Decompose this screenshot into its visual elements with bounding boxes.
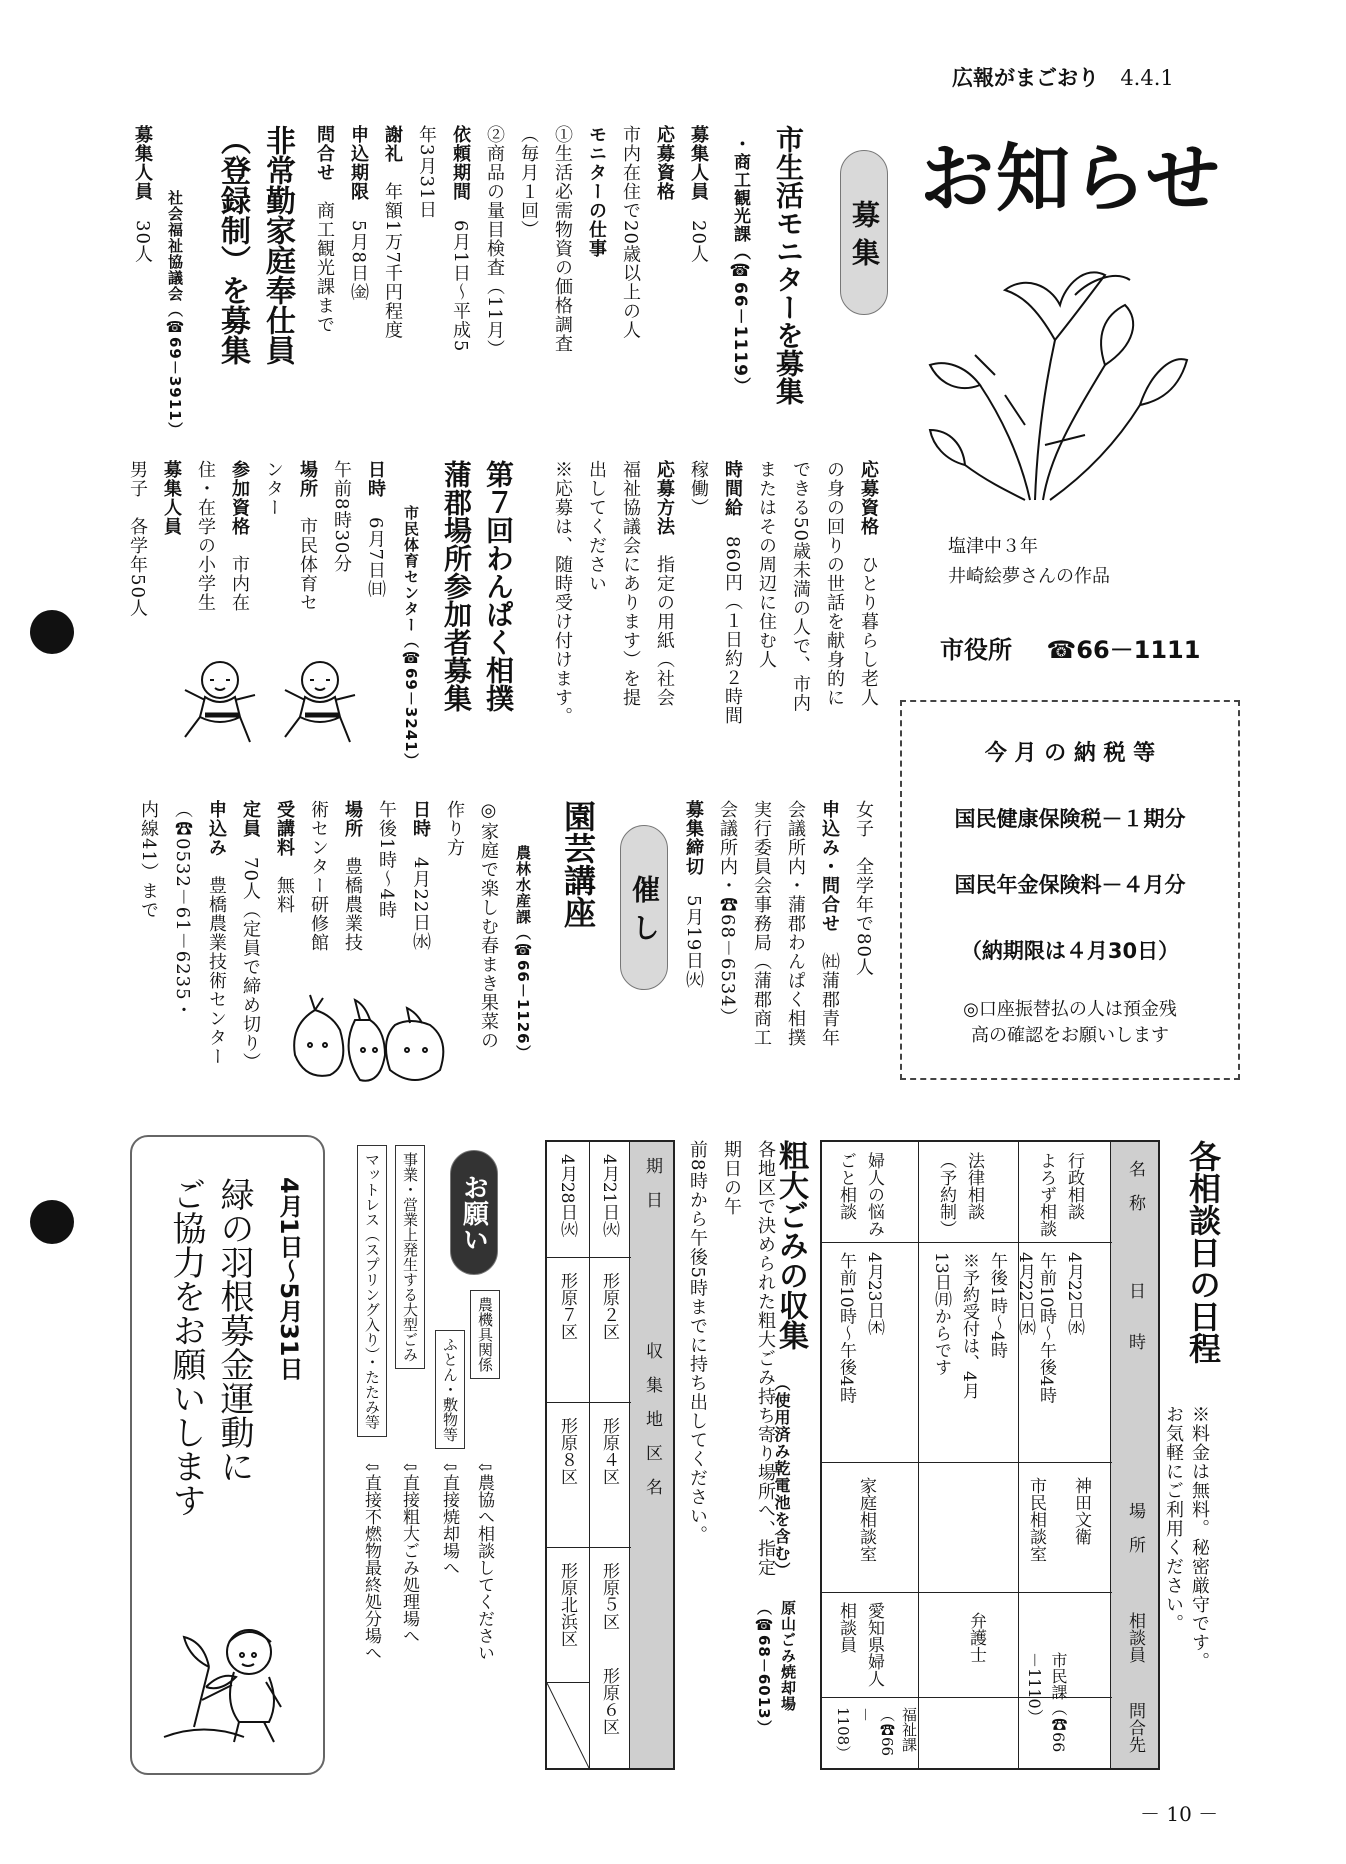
- page-number: － 10 －: [1140, 1802, 1219, 1826]
- divider: [822, 1462, 1112, 1463]
- consult-table: [820, 1140, 1160, 1770]
- punch-hole-1: [30, 610, 74, 654]
- homecare-dept: 社会福祉協議会（☎69－3911）: [166, 190, 184, 438]
- garbage-header-col: 期 日 収 集 地 区 名: [629, 1142, 673, 1768]
- consult-row-1-time: 4月22日㈬ 午前10時～午後4時: [1036, 1252, 1084, 1404]
- request-list: [355, 1140, 510, 1770]
- garbage-dept: 原山ごみ焼却場 （☎68－6013）: [755, 1600, 797, 1736]
- header: [952, 62, 1174, 92]
- garbage-area: 形原２区: [599, 1272, 619, 1340]
- monitor-dept: ・商工観光課（☎66－1119）: [730, 135, 750, 395]
- consult-note: ※料金は無料。秘密厳守です。 お気軽にご利用ください。: [1163, 1405, 1210, 1671]
- consult-row-2-contact: 市民課（☎66－1110）: [1025, 1652, 1068, 1753]
- garbage-area: 形原７区: [557, 1272, 577, 1340]
- divider: [547, 1257, 631, 1258]
- consult-row-2-staff: 弁護士: [966, 1612, 986, 1663]
- monitor-details: 募集人員 20人 応募資格 市内在住で20歳以上の人 モニターの仕事 ①生活必需物資の価格調査 （毎月１回） ②商品の量目検査（11月） 依頼期間 6月1日～平成5 年3月31日 謝礼 年額1万7千円程度 申込期限 5月8日㈮ 問合せ 商工観光課まで: [314, 125, 709, 359]
- consult-title: 各相談日の日程: [1184, 1140, 1222, 1364]
- homecare-details: 募集人員 30人: [132, 125, 153, 264]
- garbage-area: 形原８区: [557, 1417, 577, 1485]
- green-feather-box: [130, 1135, 325, 1775]
- consult-row-3-contact: 福祉課（☎66－1108）: [834, 1707, 918, 1761]
- divider: [918, 1142, 919, 1768]
- moyooshi-label: 催 し: [620, 825, 668, 990]
- garbage-table: [545, 1140, 675, 1770]
- garden-dept: 農林水産課（☎66－1126）: [514, 845, 532, 1061]
- consult-row-2: 法律相談 （予約制）: [936, 1152, 984, 1237]
- sumo-dept: 市民体育センター（☎69－3241）: [402, 505, 420, 769]
- feather-line-1: 緑の羽根募金運動に: [214, 1177, 254, 1483]
- city-hall-contact: 市役所 ☎66－1111: [940, 636, 1201, 664]
- request-item-3: 事業・営業上発生する大型ごみ: [395, 1145, 425, 1369]
- illustration-caption: 塩津中３年 井崎絵夢さんの作品: [948, 536, 1110, 587]
- garbage-title: 粗大ごみの収集: [773, 1140, 808, 1350]
- garbage-area: 形原北浜区: [557, 1562, 577, 1647]
- request-action-4: ⇩直接不燃物最終処分場へ: [361, 1460, 381, 1662]
- boshu-label: 募 集: [840, 150, 888, 315]
- garbage-body: 各地区で決められた粗大ごみ持ち寄り場所へ、指定期日の午 前8時から午後5時までに持ち出してください。: [687, 1140, 776, 1577]
- request-action-3: ⇩直接粗大ごみ処理場へ: [399, 1460, 419, 1645]
- garbage-area: 形原６区: [599, 1667, 619, 1735]
- consult-row-3-time: 4月23日㈭ 午前10時～午後4時: [836, 1252, 884, 1404]
- feather-line-2: ご協力をお願いします: [166, 1177, 206, 1517]
- sumo-details: 日時 6月7日㈰ 午前8時30分 場所 市民体育セ ンター 参加資格 市内在 住・在学の小学生 募集人員 男子 各学年50人: [127, 460, 386, 618]
- garden-details: ◎家庭で楽しむ春まき果菜の 作り方 日時 4月22日㈬ 午後1時～4時 場所 豊橋農業技 術センター研修館 受講料 無料 定員 70人（定員で締め切り） 申込み 豊橋農業技術センター （☎0532－61－6235・ 内線41）まで: [138, 800, 499, 1072]
- consult-header-col: 名 称 日 時 場 所 相談員 問合先: [1110, 1142, 1158, 1768]
- garden-title: 園芸講座: [559, 800, 597, 928]
- divider: [1018, 1592, 1019, 1768]
- request-action-2: ⇩直接焼却場へ: [439, 1460, 459, 1577]
- tax-notice-box: 今 月 の 納 税 等 国民健康保険税－１期分 国民年金保険料－４月分 （納期限は４月30日） ◎口座振替払の人は預金残 高の確認をお願いします: [900, 700, 1240, 1080]
- garbage-date-2: 4月28日㈫: [557, 1154, 577, 1238]
- monitor-title: 市生活モニターを募集: [772, 125, 805, 405]
- publication-name: 広報がまごおり: [952, 66, 1099, 90]
- empty-cell-slash: [547, 1683, 589, 1768]
- consult-row-2-place: 市民相談室: [1026, 1477, 1046, 1562]
- violet-illustration: [925, 245, 1195, 515]
- consult-row-1: 行政相談 よろず相談: [1036, 1152, 1084, 1237]
- sumo-title-2: 蒲郡場所参加者募集: [440, 460, 473, 712]
- divider: [822, 1242, 1112, 1243]
- divider: [547, 1402, 631, 1403]
- divider: [822, 1592, 1112, 1593]
- child-planting-illustration: [154, 1607, 304, 1757]
- request-item-2: ふとん・敷物等: [435, 1330, 465, 1449]
- garbage-subtitle: （使用済み乾電池を含む）: [772, 1375, 791, 1579]
- request-item-4: マットレス（スプリング入り）・たたみ等: [357, 1145, 387, 1437]
- onegai-label: お願い: [450, 1150, 498, 1275]
- consult-row-3-place: 家庭相談室: [856, 1477, 876, 1562]
- sumo-title-1: 第７回わんぱく相撲: [482, 460, 515, 712]
- garbage-date-1: 4月21日㈫: [599, 1154, 619, 1238]
- garbage-area: 形原４区: [599, 1417, 619, 1485]
- homecare-title-1: 非常勤家庭奉仕員: [260, 125, 295, 365]
- page-title: お知らせ: [920, 136, 1222, 222]
- consult-row-1-staff: 神田文衛: [1071, 1477, 1091, 1545]
- sumo-kids-illustration: [175, 655, 375, 765]
- request-action-1: ⇩農協へ相談してください: [474, 1460, 494, 1662]
- vegetables-illustration: [285, 990, 455, 1090]
- feather-period: 4月1日～5月31日: [275, 1177, 303, 1381]
- homecare-title-2: （登録制）を募集: [215, 125, 250, 365]
- sumo-details-cont: 女子 全学年で80人 申込み・問合せ ㈳蒲郡青年 会議所内・蒲郡わんぱく相撲 実行委員会事務局（蒲郡商工 会議所内・☎68－6534） 募集締切 5月19日㈫: [683, 800, 874, 1047]
- consult-row-3-staff: 愛知県婦人相談員: [836, 1602, 884, 1687]
- homecare-requirements: 応募資格 ひとり暮らし老人 の身の回りの世話を献身的に できる50歳未満の人で、市内 またはその周辺に住む人 時間給 860円（１日約２時間 稼働） 応募方法 指定の用紙（社会 福祉協議会にあります）を提 出してください ※応募は、随時受け付けます。: [552, 460, 879, 726]
- request-item-1: 農機具関係: [470, 1290, 500, 1379]
- divider: [589, 1142, 590, 1768]
- punch-hole-2: [30, 1200, 74, 1244]
- consult-row-2-time: 4月22日㈬ 午後1時～4時 ※予約受付は、4月 13日㈪からです: [931, 1252, 1035, 1399]
- issue-date: 4.4.1: [1120, 66, 1174, 90]
- garbage-area: 形原５区: [599, 1562, 619, 1630]
- consult-row-3: 婦人の悩み ごと相談: [836, 1152, 884, 1237]
- divider: [547, 1547, 631, 1548]
